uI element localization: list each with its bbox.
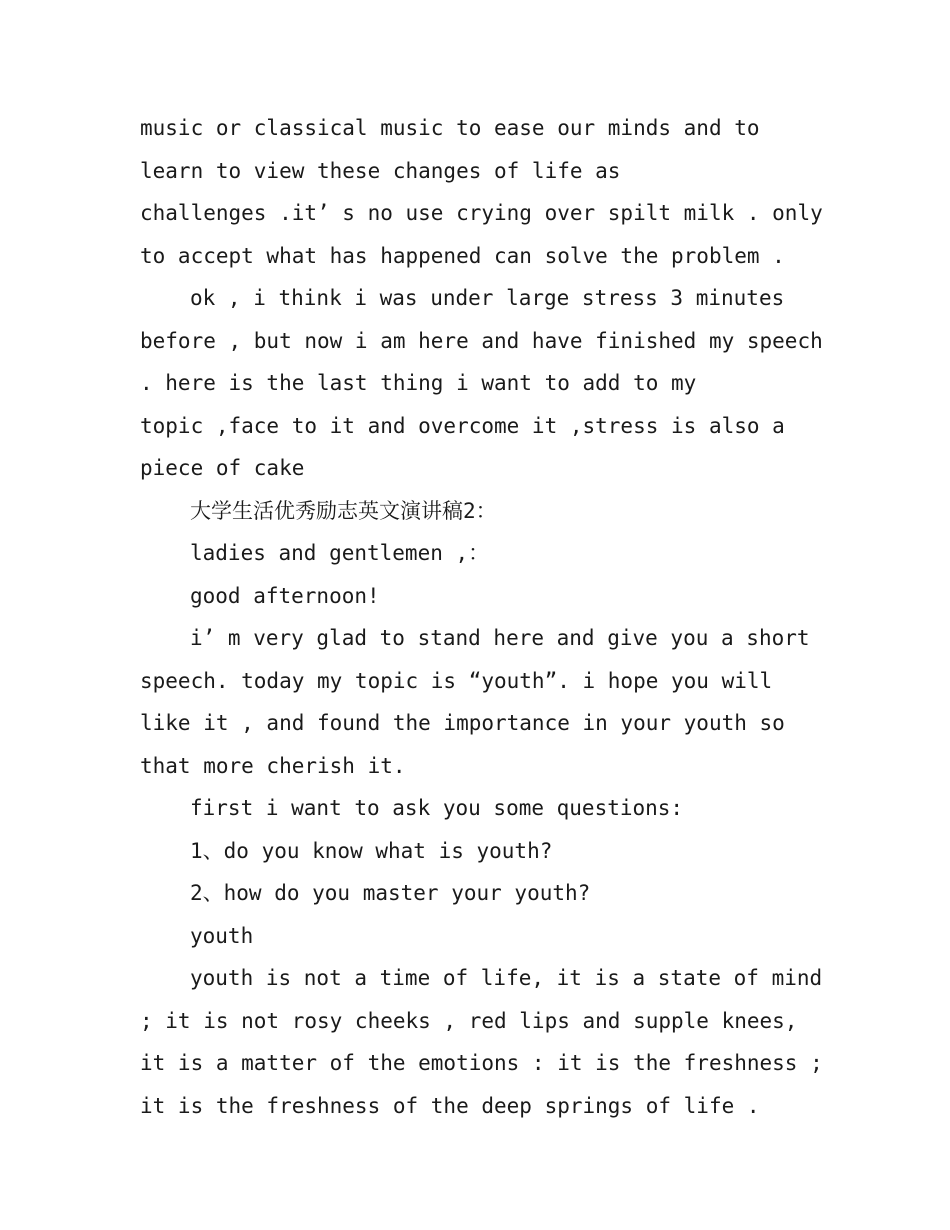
text-line: it is a matter of the emotions : it is the freshness ; <box>140 1051 823 1075</box>
text-line: 2、how do you master your youth? <box>190 881 591 905</box>
text-line: ok , i think i was under large stress 3 minutes <box>190 286 785 310</box>
text-line: that more cherish it. <box>140 753 406 778</box>
text-line: to accept what has happened can solve the problem . <box>140 243 785 268</box>
text-line: . here is the last thing i want to add to my <box>140 371 697 395</box>
text-line: youth is not a time of life, it is a state of mind <box>190 966 823 990</box>
text-line: youth <box>190 923 254 948</box>
text-line: i’ m very glad to stand here and give you a short <box>190 626 810 650</box>
text-line: before , but now i am here and have finished my speech <box>140 328 823 353</box>
text-line: good afternoon! <box>190 583 380 608</box>
text-line: music or classical music to ease our minds and to <box>140 116 760 140</box>
document-body <box>140 107 830 1127</box>
text-line: first i want to ask you some questions: <box>190 796 684 820</box>
text-line: piece of cake <box>140 456 305 480</box>
section-heading: 大学生活优秀励志英文演讲稿2： <box>190 498 497 523</box>
text-line: speech. today my topic is “youth”. i hope you will <box>140 668 773 693</box>
text-line: it is the freshness of the deep springs of life . <box>140 1093 760 1118</box>
text-line: challenges .it’ s no use crying over spilt milk . only <box>140 201 823 225</box>
text-line: ; it is not rosy cheeks , red lips and supple knees, <box>140 1008 798 1033</box>
text-line: 1、do you know what is youth? <box>190 838 553 863</box>
text-line: like it , and found the importance in your youth so <box>140 711 785 735</box>
text-line: topic ,face to it and overcome it ,stress is also a <box>140 413 785 438</box>
text-line: ladies and gentlemen ,： <box>190 541 490 565</box>
text-line: learn to view these changes of life as <box>140 158 621 183</box>
